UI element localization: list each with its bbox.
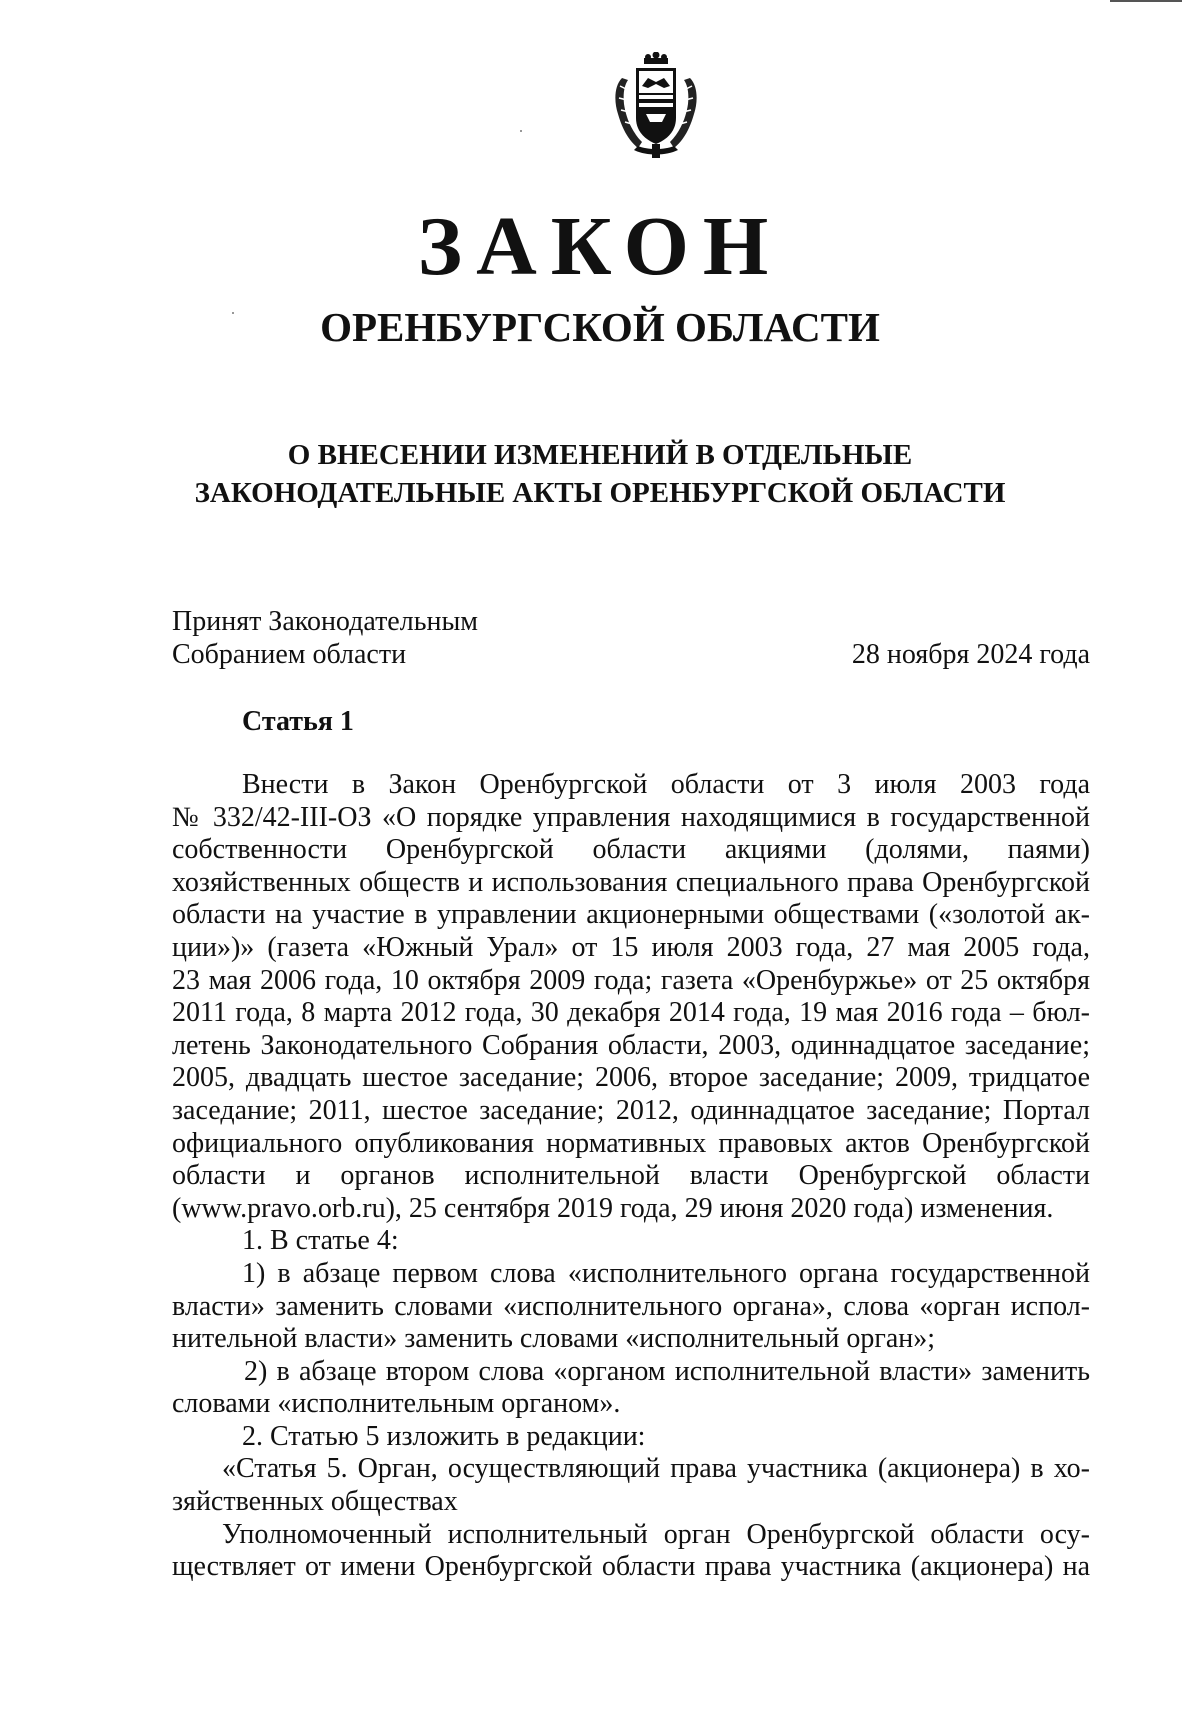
scan-speck xyxy=(520,130,522,132)
document-title: ЗАКОН xyxy=(417,200,783,293)
scan-edge-line xyxy=(1110,0,1182,2)
document-subtitle: ОРЕНБУРГСКОЙ ОБЛАСТИ xyxy=(320,304,880,350)
law-name-line: О ВНЕСЕНИИ ИЗМЕНЕНИЙ В ОТДЕЛЬНЫЕ xyxy=(287,439,913,471)
article-text-line: летень Законодательного Собрания области, 2003, одиннадцатое заседание; xyxy=(172,1029,1090,1061)
article-text-line: 23 мая 2006 года, 10 октября 2009 года; газета «Оренбуржье» от 25 октября xyxy=(172,964,1090,996)
adoption-date: 28 ноября 2024 года xyxy=(851,639,1090,670)
article-text-line: ции»)» (газета «Южный Урал» от 15 июля 2003 года, 27 мая 2005 года, xyxy=(172,931,1090,963)
article-text-line: официального опубликования нормативных правовых актов Оренбургской xyxy=(172,1127,1090,1159)
article-text-line: 2) в абзаце втором слова «органом исполнительной власти» заменить xyxy=(244,1355,1090,1387)
article-text-line: хозяйственных обществ и использования специального права Оренбургской xyxy=(172,866,1090,898)
article-text-line: 2011 года, 8 марта 2012 года, 30 декабря 2014 года, 19 мая 2016 года – бюл- xyxy=(172,997,1090,1029)
article-text-line: Уполномоченный исполнительный орган Оренбургской области осу- xyxy=(222,1518,1090,1550)
article-text-line: зяйственных обществах xyxy=(172,1486,458,1518)
article-text-line: области и органов исполнительной власти Оренбургской области xyxy=(172,1160,1090,1192)
adoption-line: Принят Законодательным xyxy=(172,606,478,637)
law-name-line: ЗАКОНОДАТЕЛЬНЫЕ АКТЫ ОРЕНБУРГСКОЙ ОБЛАСТИ xyxy=(194,477,1006,509)
coat-of-arms-emblem xyxy=(608,52,704,160)
adoption-block xyxy=(172,605,1090,671)
article-text-line: 2. Статью 5 изложить в редакции: xyxy=(242,1420,646,1452)
article-text-line: ществляет от имени Оренбургской области права участника (акционера) на xyxy=(172,1551,1090,1583)
article-text-line: заседание; 2011, шестое заседание; 2012, одиннадцатое заседание; Портал xyxy=(172,1094,1090,1126)
article-text-line: «Статья 5. Орган, осуществляющий права участника (акционера) в хо- xyxy=(222,1453,1090,1485)
article-text-line: № 332/42-III-ОЗ «О порядке управления находящимися в государственной xyxy=(172,801,1090,833)
article-text-line: собственности Оренбургской области акциями (долями, паями) xyxy=(172,834,1090,866)
article-text-line: 2005, двадцать шестое заседание; 2006, второе заседание; 2009, тридцатое xyxy=(172,1062,1090,1094)
article-text-line: 1) в абзаце первом слова «исполнительного органа государственной xyxy=(242,1257,1090,1289)
article-text-line: словами «исполнительным органом». xyxy=(172,1388,621,1420)
law-name xyxy=(0,436,1200,512)
article-body xyxy=(172,769,1090,1584)
article-text-line: власти» заменить словами «исполнительного органа», слова «орган испол- xyxy=(172,1290,1090,1322)
article-text-line: (www.pravo.orb.ru), 25 сентября 2019 года, 29 июня 2020 года) изменения. xyxy=(172,1192,1054,1224)
article-text-line: нительной власти» заменить словами «исполнительный орган»; xyxy=(172,1323,936,1355)
article-text-line: 1. В статье 4: xyxy=(242,1225,399,1257)
article-heading: Статья 1 xyxy=(242,706,354,737)
article-text-line: Внести в Закон Оренбургской области от 3 июля 2003 года xyxy=(242,769,1090,800)
adoption-line: Собранием области xyxy=(172,639,407,670)
article-text-line: области на участие в управлении акционерными обществами («золотой ак- xyxy=(172,899,1090,931)
